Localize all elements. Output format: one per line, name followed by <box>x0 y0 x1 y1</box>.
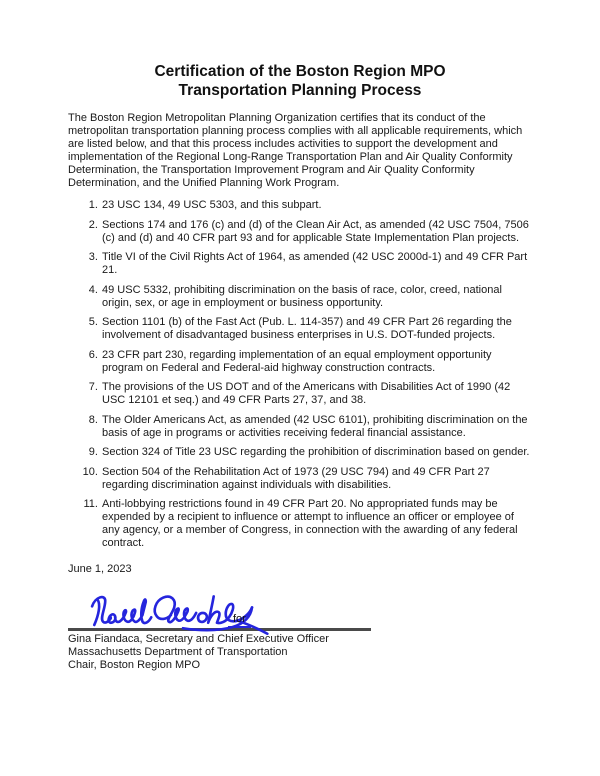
requirement-item: 11. Anti-lobbying restrictions found in 49 CFR Part 20. No appropriated funds may be expended by a recipient to influence or attempt to influence an officer or employee of any agency, or a member of Congress, in connection with the awarding of any federal contract. <box>101 498 532 550</box>
requirement-item: 9. Section 324 of Title 23 USC regarding the prohibition of discrimination based on gender. <box>101 446 532 459</box>
intro-paragraph: The Boston Region Metropolitan Planning Organization certifies that its conduct of the metropolitan transportation planning process complies with all applicable requirements, which are listed below, and that this process includes activities to support the development and implementation of the Regional Long-Range Transportation Plan and Air Quality Conformity Determination, the Transportation Improvement Program and Air Quality Conformity Determination, and the Unified Planning Work Program. <box>68 112 523 189</box>
requirement-item: 5. Section 1101 (b) of the Fast Act (Pub. L. 114-357) and 49 CFR Part 26 regarding the involvement of disadvantaged business enterprises in U.S. DOT-funded projects. <box>101 316 532 342</box>
for-label: for <box>228 614 251 628</box>
signer-organization: Massachusetts Department of Transportation <box>68 646 288 658</box>
requirement-item: 6. 23 CFR part 230, regarding implementation of an equal employment opportunity program on Federal and Federal-aid highway construction contracts. <box>101 349 532 375</box>
handwritten-signature-icon <box>64 591 302 637</box>
certification-date: June 1, 2023 <box>68 563 132 575</box>
document-page <box>68 0 532 672</box>
requirement-item: 10. Section 504 of the Rehabilitation Act of 1973 (29 USC 794) and 49 CFR Part 27 regarding discrimination against individuals with disabilities. <box>101 466 532 492</box>
signature-line-area <box>68 582 371 631</box>
requirement-item: 3. Title VI of the Civil Rights Act of 1964, as amended (42 USC 2000d-1) and 49 CFR Part 21. <box>101 251 532 277</box>
requirement-item: 4. 49 USC 5332, prohibiting discrimination on the basis of race, color, creed, national origin, sex, or age in employment or business opportunity. <box>101 284 532 310</box>
requirement-item: 7. The provisions of the US DOT and of the Americans with Disabilities Act of 1990 (42 USC 12101 et seq.) and 49 CFR Parts 27, 37, and 38. <box>101 381 532 407</box>
requirements-list <box>68 199 532 550</box>
title-line-1: Certification of the Boston Region MPO <box>154 63 446 80</box>
requirement-item: 2. Sections 174 and 176 (c) and (d) of the Clean Air Act, as amended (42 USC 7504, 7506 (c) and (d) and 40 CFR part 93 and for applicable State Implementation Plan projects. <box>101 219 532 245</box>
signer-name-title: Gina Fiandaca, Secretary and Chief Executive Officer <box>68 633 329 645</box>
title-line-2: Transportation Planning Process <box>178 82 422 99</box>
document-title <box>68 62 532 100</box>
signer-role: Chair, Boston Region MPO <box>68 659 201 671</box>
requirement-item: 1. 23 USC 134, 49 USC 5303, and this subpart. <box>101 199 532 212</box>
signature-block <box>68 633 532 672</box>
requirement-item: 8. The Older Americans Act, as amended (42 USC 6101), prohibiting discrimination on the basis of age in programs or activities receiving federal financial assistance. <box>101 414 532 440</box>
